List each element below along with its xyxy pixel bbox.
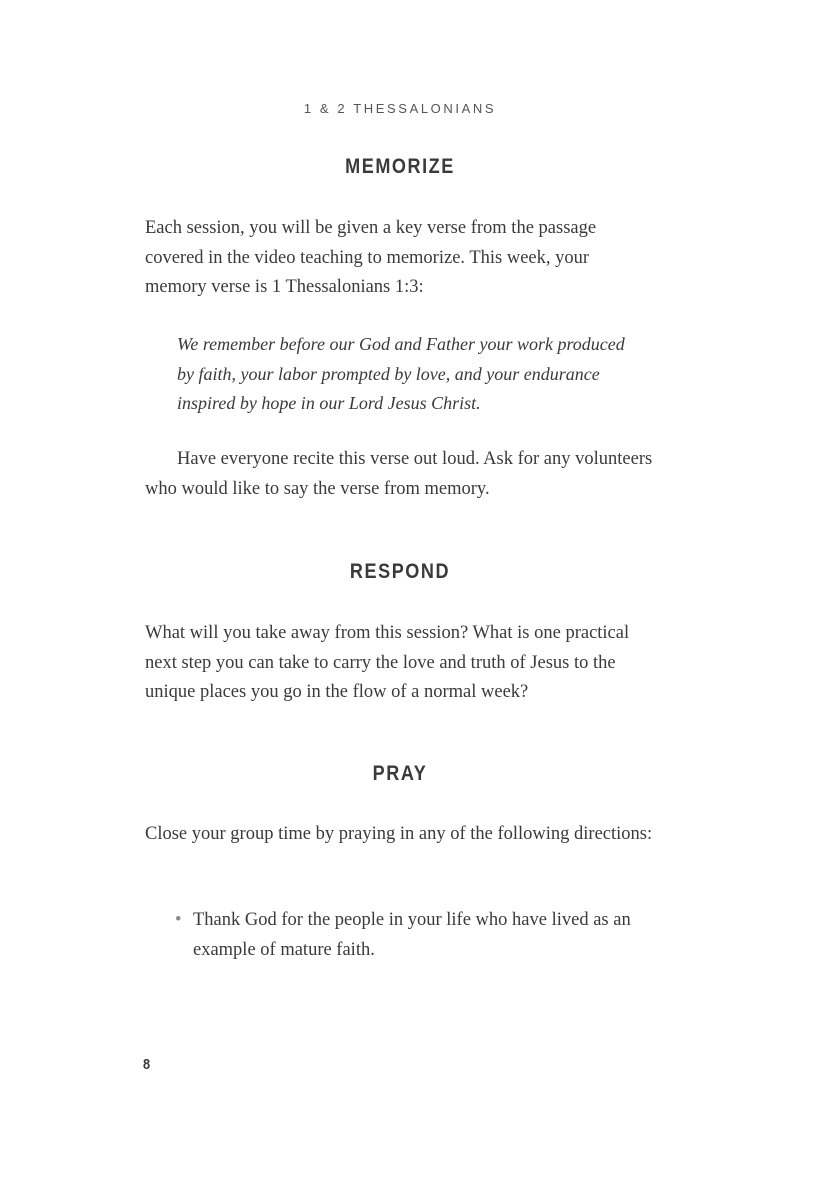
respond-text: What will you take away from this session? What is one practical next step you can take to carry the love and truth of Jesus to the unique places you go in the flow of a normal week? bbox=[145, 623, 630, 702]
list-item bbox=[175, 906, 665, 965]
prayer-directions-list bbox=[175, 906, 665, 965]
list-item-text: Thank God for the people in your life who have lived as an example of mature faith. bbox=[193, 910, 631, 960]
running-head: 1 & 2 THESSALONIANS bbox=[303, 101, 497, 116]
memorize-instruction: Have everyone recite this verse out loud. Ask for any volunteers who would like to say the verse from memory. bbox=[145, 449, 653, 499]
respond-heading: RESPOND bbox=[349, 560, 451, 583]
pray-heading: PRAY bbox=[372, 762, 428, 785]
page-number: 8 bbox=[143, 1056, 151, 1073]
pray-intro: Close your group time by praying in any of the following directions: bbox=[145, 824, 653, 844]
memory-verse: We remember before our God and Father your work produced by faith, your labor prompted by love, and your endurance inspired by hope in our Lord Jesus Christ. bbox=[177, 334, 625, 413]
memorize-heading: MEMORIZE bbox=[345, 155, 455, 178]
memorize-intro: Each session, you will be given a key verse from the passage covered in the video teaching to memorize. This week, your memory verse is 1 Thessalonians 1:3: bbox=[145, 218, 597, 297]
bullet-icon: • bbox=[175, 910, 182, 930]
